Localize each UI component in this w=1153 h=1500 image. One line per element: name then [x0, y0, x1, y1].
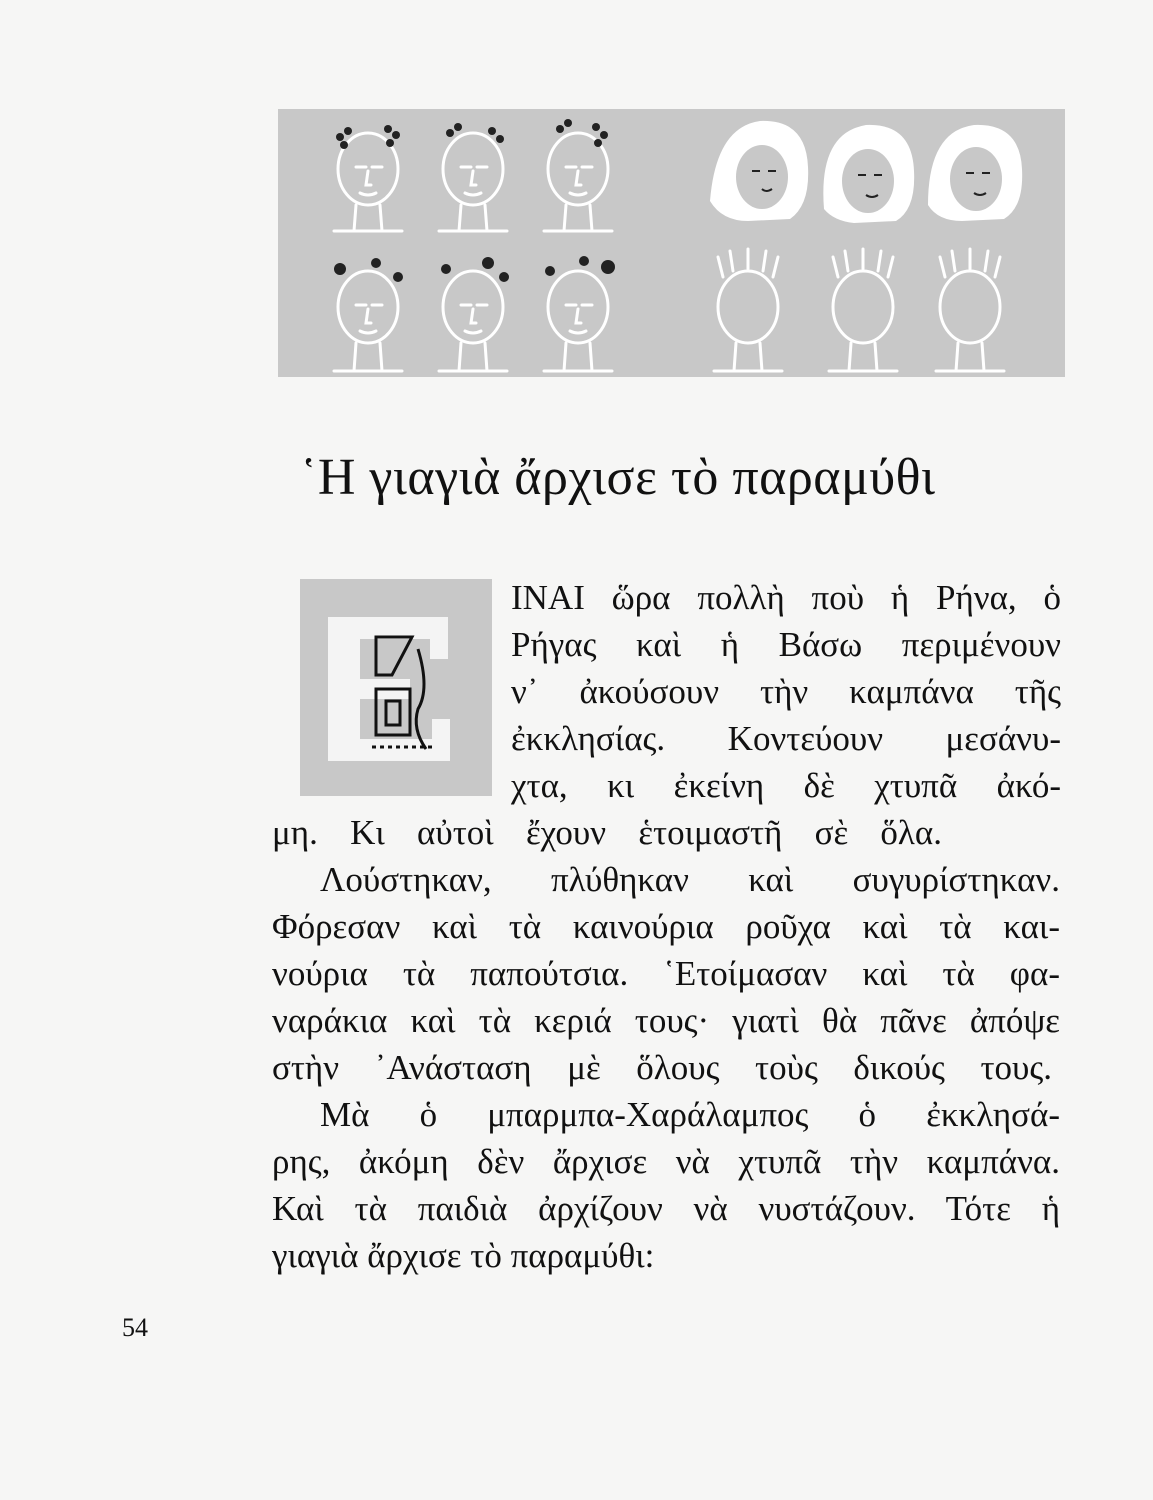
header-illustration: [278, 109, 1065, 377]
paragraph-line: Ρήγας καὶ ἡ Βάσω περιμένουν: [511, 625, 1061, 664]
page-number: 54: [122, 1313, 148, 1342]
head-wheat-2: [829, 249, 897, 371]
flower-crowns: [334, 256, 615, 282]
head-flowers-2: [439, 271, 507, 371]
head-flowers-1: [334, 271, 402, 371]
faces-illustration: [278, 109, 1065, 377]
paragraph-line: στὴν ᾽Ανάσταση μὲ ὅλους τοὺς δικούς τους.: [272, 1048, 1052, 1087]
white-hair-heads: [710, 121, 1022, 223]
paragraph-line: χτα, κι ἐκείνη δὲ χτυπᾶ ἀκό-: [511, 766, 1061, 805]
paragraph-line: νούρια τὰ παπούτσια. ῾Ετοίμασαν καὶ τὰ φα-: [272, 954, 1060, 993]
paragraph-line: ΙΝΑΙ ὥρα πολλὴ ποὺ ἡ Ρήνα, ὁ: [511, 578, 1061, 617]
paragraph-line: Καὶ τὰ παιδιὰ ἀρχίζουν νὰ νυστάζουν. Τότε ἡ: [272, 1189, 1060, 1228]
paragraph-line: Μὰ ὁ μπαρμπα-Χαράλαμπος ὁ ἐκκλησά-: [320, 1095, 1060, 1134]
head-wheat-1: [714, 249, 782, 371]
head-wheat-3: [936, 249, 1004, 371]
paragraph-line: μη. Κι αὐτοὶ ἔχουν ἑτοιμαστῆ σὲ ὅλα.: [272, 813, 942, 852]
drop-cap-e-ornament: [300, 579, 492, 796]
paragraph-line: Φόρεσαν καὶ τὰ καινούρια ροῦχα καὶ τὰ και-: [272, 907, 1060, 946]
paragraph-line: γιαγιὰ ἄρχισε τὸ παραμύθι:: [272, 1236, 655, 1275]
chapter-title: ῾Η γιαγιὰ ἄρχισε τὸ παραμύθι: [300, 449, 936, 506]
paragraph-line: Λούστηκαν, πλύθηκαν καὶ συγυρίστηκαν.: [320, 860, 1060, 899]
paragraph-line: ρης, ἀκόμη δὲν ἄρχισε νὰ χτυπᾶ τὴν καμπάνα.: [272, 1142, 1060, 1181]
paragraph-line: ναράκια καὶ τὰ κεριά τους· γιατὶ θὰ πᾶνε ἀπόψε: [272, 1001, 1060, 1040]
head-flowers-3: [544, 271, 612, 371]
head-grapes-2: [439, 133, 507, 231]
paragraph-line: ἐκκλησίας. Κοντεύουν μεσάνυ-: [511, 719, 1061, 758]
paragraph-line: ν᾽ ἀκούσουν τὴν καμπάνα τῆς: [511, 672, 1061, 711]
drop-cap: [300, 579, 492, 796]
head-grapes-3: [544, 133, 612, 231]
